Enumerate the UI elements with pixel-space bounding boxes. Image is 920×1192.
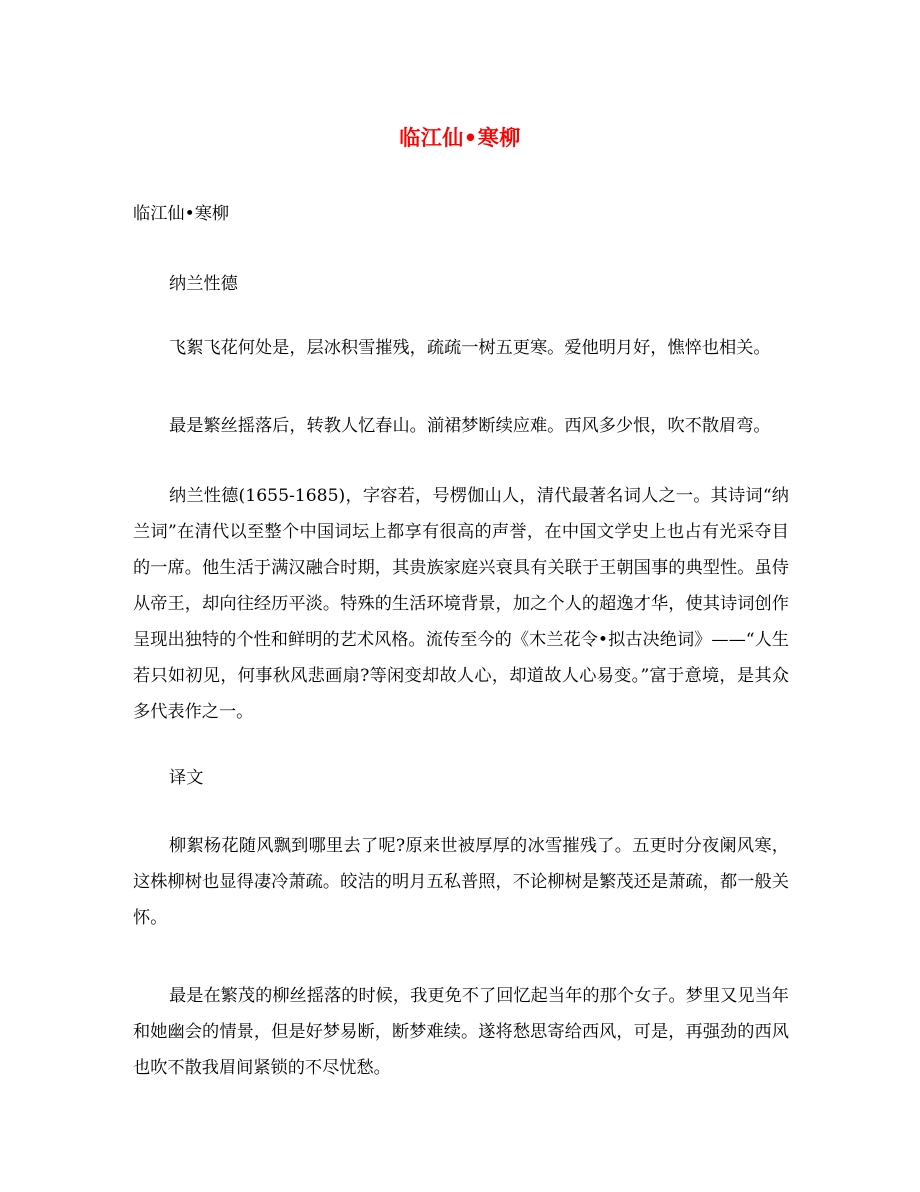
- poem-subtitle: 临江仙•寒柳: [133, 204, 230, 224]
- translation-paragraph-2: 最是在繁茂的柳丝摇落的时候，我更免不了回忆起当年的那个女子。梦里又见当年和她幽会的情景，但是好梦易断，断梦难续。遂将愁思寄给西风，可是，再强劲的西风也吹不散我眉间紧锁的不尽忧愁。: [133, 986, 789, 1078]
- translation-heading: 译文: [169, 768, 204, 788]
- translation-paragraph-1: 柳絮杨花随风飘到哪里去了呢?原来世被厚厚的冰雪摧残了。五更时分夜阑风寒，这株柳树也显得凄冷萧疏。皎洁的明月五私普照，不论柳树是繁茂还是萧疏，都一般关怀。: [133, 836, 789, 928]
- author-name: 纳兰性德: [169, 274, 238, 294]
- author-biography: 纳兰性德(1655-1685)，字容若，号楞伽山人，清代最著名词人之一。其诗词“纳兰词”在清代以至整个中国词坛上都享有很高的声誉，在中国文学史上也占有光采夺目的一席。他生活于满汉融合时期，其贵族家庭兴衰具有关联于王朝国事的典型性。虽侍从帝王，却向往经历平淡。特殊的生活环境背景，加之个人的超逸才华，使其诗词创作呈现出独特的个性和鲜明的艺术风格。流传至今的《木兰花令•拟古决绝词》——“人生若只如初见，何事秋风悲画扇?等闲变却故人心，却道故人心易变。”富于意境，是其众多代表作之一。: [133, 486, 789, 722]
- poem-stanza-1: 飞絮飞花何处是，层冰积雪摧残，疏疏一树五更寒。爱他明月好，憔悴也相关。: [169, 338, 771, 358]
- poem-stanza-2: 最是繁丝摇落后，转教人忆春山。湔裙梦断续应难。西风多少恨，吹不散眉弯。: [169, 416, 771, 436]
- document-title: 临江仙•寒柳: [399, 126, 521, 150]
